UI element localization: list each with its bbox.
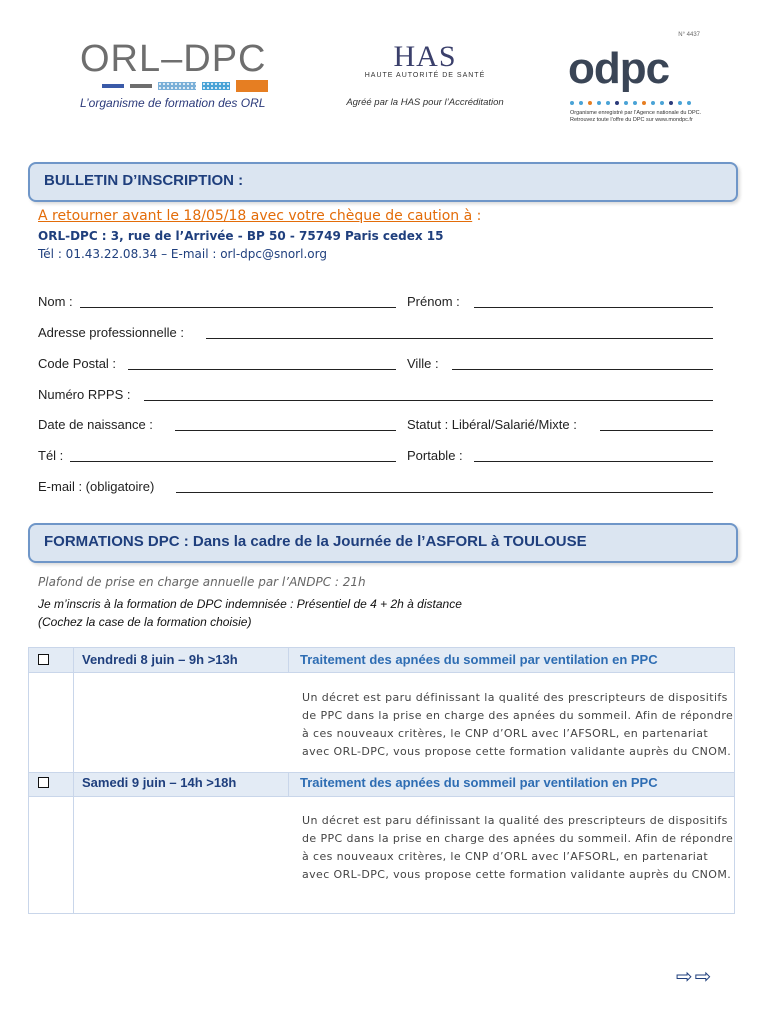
orl-bar-2 (130, 84, 152, 88)
ville-field[interactable] (452, 369, 713, 370)
session-1-description: Un décret est paru définissant la qualité des prescripteurs de dispositifs de PPC dans la prise en charge des apnées du sommeil. Afin de répondre à ces nouveaux critères, le CNP d’ORL avec l’AFSORL, en partenariat avec ORL-DPC, vous propose cette formation validante auprès du CNOM. (302, 691, 734, 758)
nom-field[interactable] (80, 307, 396, 308)
portable-field[interactable] (474, 461, 713, 462)
rpps-label: Numéro RPPS : (38, 387, 131, 402)
session-1-title: Traitement des apnées du sommeil par ventilation en PPC (300, 652, 658, 667)
ville-label: Ville : (407, 356, 439, 371)
orl-color-bars (102, 80, 272, 94)
odpc-logo-text: odpc (568, 44, 670, 93)
formations-header-box (28, 523, 738, 563)
next-page-arrows-icon[interactable]: ⇨⇨ (676, 966, 714, 988)
has-logo-mark: HAS (393, 40, 457, 73)
orl-dpc-logo (80, 38, 280, 116)
session-1-checkbox[interactable] (38, 654, 49, 665)
inscription-text: Je m’inscris à la formation de DPC indemnisée : Présentiel de 4 + 2h à distance (38, 597, 462, 611)
orl-bar-3 (158, 82, 196, 90)
return-deadline (38, 208, 481, 224)
email-label: E-mail : (obligatoire) (38, 479, 155, 494)
return-deadline-text: A retourner avant le 18/05/18 avec votre chèque de caution à (38, 208, 473, 224)
return-address: ORL-DPC : 3, rue de l’Arrivée - BP 50 - 75749 Paris cedex 15 (38, 229, 444, 243)
odpc-registration-text: Organisme enregistré par l’Agence nationale du DPC. Retrouvez toute l’offre du DPC sur www.mondpc.fr (570, 110, 702, 123)
naissance-label: Date de naissance : (38, 417, 153, 432)
plafond-text: Plafond de prise en charge annuelle par l’ANDPC : 21h (38, 575, 366, 589)
session-2-date: Samedi 9 juin – 14h >18h (82, 775, 237, 790)
formations-table (28, 647, 735, 914)
return-deadline-colon: : (472, 208, 482, 224)
code-postal-field[interactable] (128, 369, 396, 370)
session-2-title: Traitement des apnées du sommeil par ventilation en PPC (300, 775, 658, 790)
adresse-field[interactable] (206, 338, 713, 339)
orl-dpc-logo-text: ORL–DPC (80, 38, 267, 80)
bulletin-title: BULLETIN D’INSCRIPTION : (44, 172, 244, 189)
prenom-field[interactable] (474, 307, 713, 308)
code-postal-label: Code Postal : (38, 356, 117, 371)
formations-title: FORMATIONS DPC : Dans la cadre de la Journée de l’ASFORL à TOULOUSE (44, 533, 587, 550)
has-logo-subtitle: HAUTE AUTORITÉ DE SANTÉ (364, 72, 486, 79)
bulletin-header-box (28, 162, 738, 202)
prenom-label: Prénom : (407, 294, 460, 309)
adresse-label: Adresse professionnelle : (38, 325, 184, 340)
odpc-number: N° 4437 (678, 32, 700, 38)
orl-bar-5 (236, 80, 268, 92)
odpc-dots-icon (570, 98, 700, 110)
odpc-logo (560, 30, 710, 123)
return-contact: Tél : 01.43.22.08.34 – E-mail : orl-dpc@snorl.org (38, 247, 327, 261)
session-2-checkbox[interactable] (38, 777, 49, 788)
cochez-text: (Cochez la case de la formation choisie) (38, 615, 252, 629)
email-field[interactable] (176, 492, 713, 493)
rpps-field[interactable] (144, 400, 713, 401)
portable-label: Portable : (407, 448, 463, 463)
statut-label: Statut : Libéral/Salarié/Mixte : (407, 417, 577, 432)
orl-dpc-tagline: L’organisme de formation des ORL (80, 96, 266, 110)
naissance-field[interactable] (175, 430, 396, 431)
session-2-description: Un décret est paru définissant la qualité des prescripteurs de dispositifs de PPC dans la prise en charge des apnées du sommeil. Afin de répondre à ces nouveaux critères, le CNP d’ORL avec l’AFSORL, en partenariat avec ORL-DPC, vous propose cette formation validante auprès du CNOM. (302, 814, 734, 881)
tel-label: Tél : (38, 448, 64, 463)
orl-bar-4 (202, 82, 230, 90)
has-agreement: Agréé par la HAS pour l’Accréditation (346, 97, 504, 108)
statut-field[interactable] (600, 430, 713, 431)
tel-field[interactable] (70, 461, 396, 462)
has-logo (330, 40, 520, 120)
nom-label: Nom : (38, 294, 73, 309)
session-1-date: Vendredi 8 juin – 9h >13h (82, 652, 238, 667)
orl-bar-1 (102, 84, 124, 88)
